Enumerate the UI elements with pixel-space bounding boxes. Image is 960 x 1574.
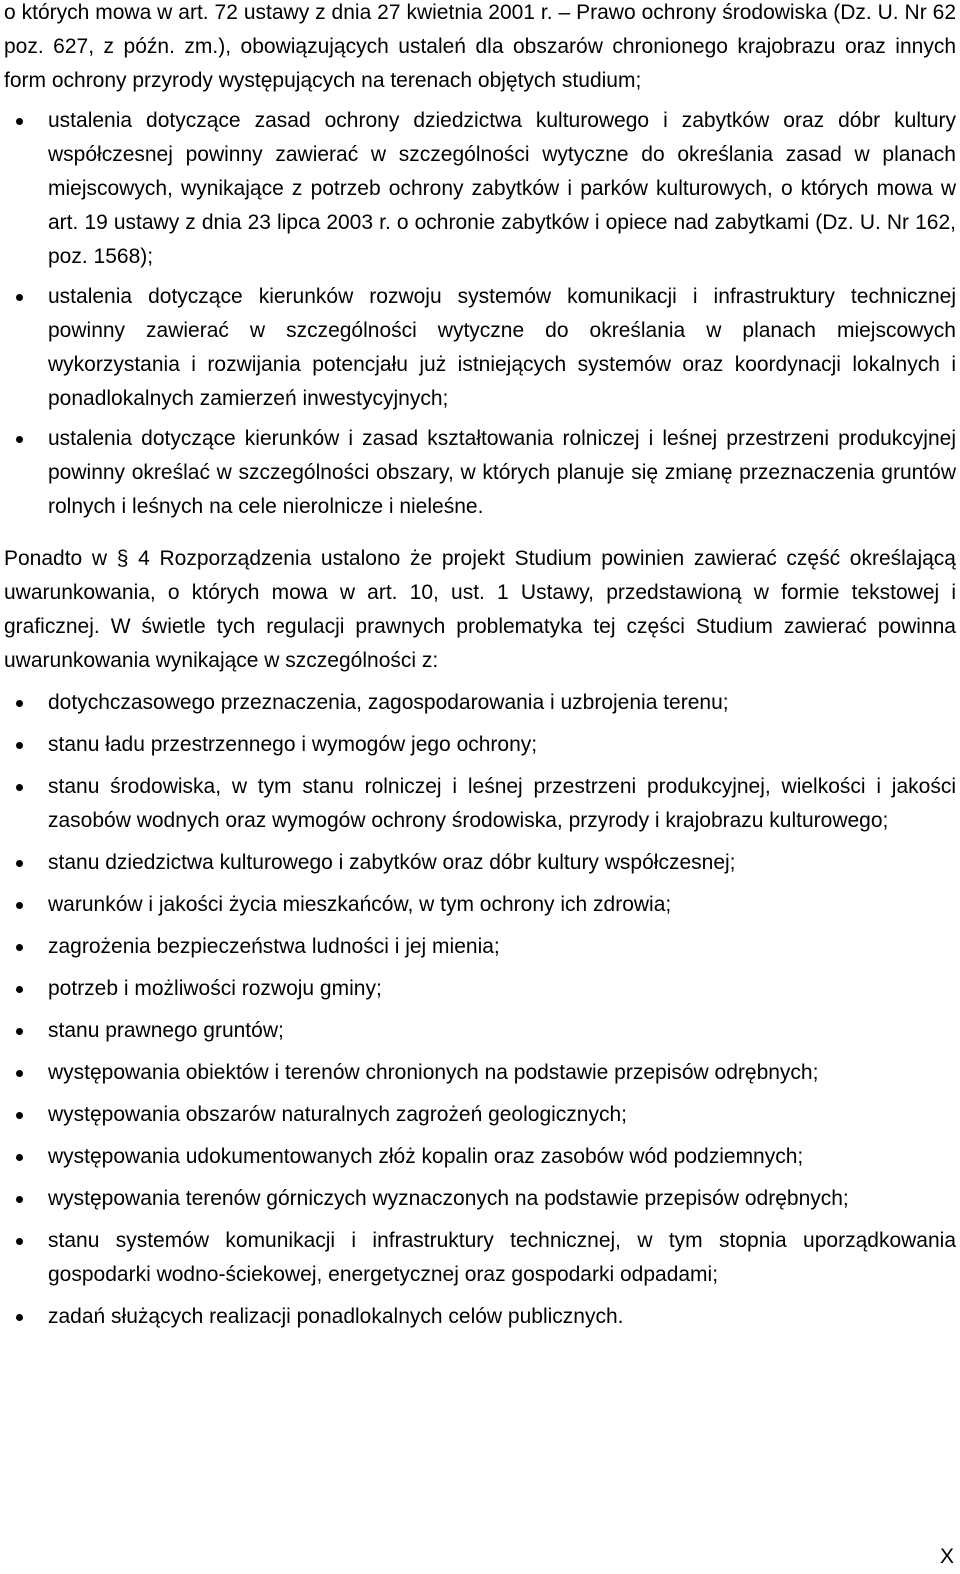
list-item [0,1098,960,1132]
bullet-icon [16,1154,23,1161]
list-item-text: potrzeb i możliwości rozwoju gminy; [48,977,382,1000]
list-item-text: stanu dziedzictwa kulturowego i zabytków oraz dóbr kultury współczesnej; [48,851,736,874]
bullet-icon [16,784,23,791]
bullet-icon [16,742,23,749]
list-item [0,888,960,922]
bullet-icon [16,1196,23,1203]
list-item [0,1224,960,1292]
bullet-icon [16,118,23,125]
list-item [0,1182,960,1216]
list-item-text: ustalenia dotyczące kierunków rozwoju systemów komunikacji i infrastruktury technicznej powinny zawierać w szczególności wytyczne do określania w planach miejscowych wykorzystania i rozwijania potencjału już istniejących systemów oraz koordynacji lokalnych i ponadlokalnych zamierzeń inwestycyjnych; [48,285,956,410]
list-item [0,728,960,762]
continuation-text: o których mowa w art. 72 ustawy z dnia 27 kwietnia 2001 r. – Prawo ochrony środowiska (Dz. U. Nr 62 poz. 627, z późn. zm.), obowiązujących ustaleń dla obszarów chronionego krajobrazu oraz innych form ochrony przyrody występujących na terenach objętych studium; [4,1,956,92]
bullet-icon [16,1314,23,1321]
list-item-text: występowania terenów górniczych wyznaczonych na podstawie przepisów odrębnych; [48,1187,849,1210]
bullet-icon [16,1238,23,1245]
list-item-text: dotychczasowego przeznaczenia, zagospodarowania i uzbrojenia terenu; [48,691,729,714]
list-item [0,104,960,274]
list-item [0,972,960,1006]
bullet-icon [16,944,23,951]
bullet-icon [16,902,23,909]
bullet-icon [16,1112,23,1119]
list-item-text: warunków i jakości życia mieszkańców, w tym ochrony ich zdrowia; [48,893,672,916]
list-item [0,1056,960,1090]
list-item-text: zagrożenia bezpieczeństwa ludności i jej mienia; [48,935,500,958]
list-item [0,846,960,880]
requirements-list [0,104,960,524]
list-item-text: występowania obiektów i terenów chronionych na podstawie przepisów odrębnych; [48,1061,819,1084]
list-item [0,1014,960,1048]
list-item-text: zadań służących realizacji ponadlokalnych celów publicznych. [48,1305,624,1328]
list-item-text: stanu ładu przestrzennego i wymogów jego ochrony; [48,733,538,756]
conditions-list [0,686,960,1334]
bullet-icon [16,860,23,867]
body-paragraph: Ponadto w § 4 Rozporządzenia ustalono że projekt Studium powinien zawierać część określającą uwarunkowania, o których mowa w art. 10, ust. 1 Ustawy, przedstawioną w formie tekstowej i graficznej. W świetle tych regulacji prawnych problematyka tej części Studium zawierać powinna uwarunkowania wynikające w szczególności z: [4,547,956,672]
bullet-icon [16,1070,23,1077]
list-item [0,422,960,524]
list-item [0,686,960,720]
list-item-text: ustalenia dotyczące kierunków i zasad kształtowania rolniczej i leśnej przestrzeni produkcyjnej powinny określać w szczególności obszary, w których planuje się zmianę przeznaczenia gruntów rolnych i leśnych na cele nierolnicze i nieleśne. [48,427,956,518]
list-item-text: stanu systemów komunikacji i infrastruktury technicznej, w tym stopnia uporządkowania gospodarki wodno-ściekowej, energetycznej oraz gospodarki odpadami; [48,1229,956,1286]
bullet-icon [16,986,23,993]
list-item-text: stanu prawnego gruntów; [48,1019,284,1042]
list-item [0,1140,960,1174]
list-item [0,280,960,416]
list-item-text: występowania udokumentowanych złóż kopalin oraz zasobów wód podziemnych; [48,1145,804,1168]
bullet-icon [16,700,23,707]
list-item [0,1300,960,1334]
list-item-text: stanu środowiska, w tym stanu rolniczej i leśnej przestrzeni produkcyjnej, wielkości i jakości zasobów wodnych oraz wymogów ochrony środowiska, przyrody i krajobrazu kulturowego; [48,775,956,832]
footer-mark: X [939,1545,954,1568]
list-item [0,770,960,838]
bullet-icon [16,436,23,443]
list-item [0,930,960,964]
bullet-icon [16,1028,23,1035]
bullet-icon [16,294,23,301]
list-item-text: występowania obszarów naturalnych zagrożeń geologicznych; [48,1103,627,1126]
list-item-text: ustalenia dotyczące zasad ochrony dziedzictwa kulturowego i zabytków oraz dóbr kultury współczesnej powinny zawierać w szczególności wytyczne do określania zasad w planach miejscowych, wynikające z potrzeb ochrony zabytków i parków kulturowych, o których mowa w art. 19 ustawy z dnia 23 lipca 2003 r. o ochronie zabytków i opiece nad zabytkami (Dz. U. Nr 162, poz. 1568); [48,109,956,268]
